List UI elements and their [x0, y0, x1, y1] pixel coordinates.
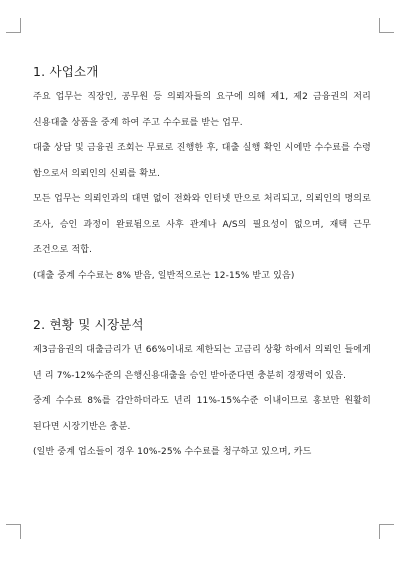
document-body: [33, 62, 371, 466]
crop-mark-bottom-right: [379, 524, 394, 539]
crop-mark-top-right: [379, 18, 394, 33]
crop-mark-top-left: [6, 18, 21, 33]
section-spacer: [33, 289, 371, 315]
section-heading-business-intro: 1. 사업소개: [33, 64, 99, 79]
paragraph: 대출 상담 및 금융권 조회는 무료로 진행한 후, 대출 실행 확인 시에만 수수료를 수령 함으로서 의뢰인의 신뢰를 확보.: [33, 143, 371, 179]
paragraph: 제3금융권의 대출금리가 년 66%이내로 제한되는 고금리 상황 하에서 의뢰인 들에게 년 리 7%-12%수준의 은행신용대출을 승인 받아준다면 충분히 경쟁력이 있음.: [33, 345, 371, 381]
paragraph-note: (일반 중계 업소들이 경우 10%-25% 수수료를 청구하고 있으며, 카드: [33, 447, 312, 457]
paragraph-note: (대출 중계 수수료는 8% 받음, 일반적으로는 12-15% 받고 있음): [33, 270, 295, 281]
section-heading-market-analysis: 2. 현황 및 시장분석: [33, 317, 144, 332]
crop-mark-bottom-left: [6, 524, 21, 539]
paragraph: 주요 업무는 직장인, 공무원 등 의뢰자들의 요구에 의해 제1, 제2 금융권의 저리 신용대출 상품을 중계 하여 주고 수수료를 받는 업무.: [33, 92, 371, 128]
paragraph: 중계 수수료 8%를 감안하더라도 년리 11%-15%수준 이내이므로 홍보만 원활히 된다면 시장기반은 충분.: [33, 396, 371, 432]
paragraph: 모든 업무는 의뢰인과의 대면 없이 전화와 인터넷 만으로 처리되고, 의뢰인의 명의로 조사, 승인 과정이 완료됨으로 사후 관계나 A/S의 필요성이 없으며, 재택 근무 조건으로 적합.: [33, 194, 371, 255]
